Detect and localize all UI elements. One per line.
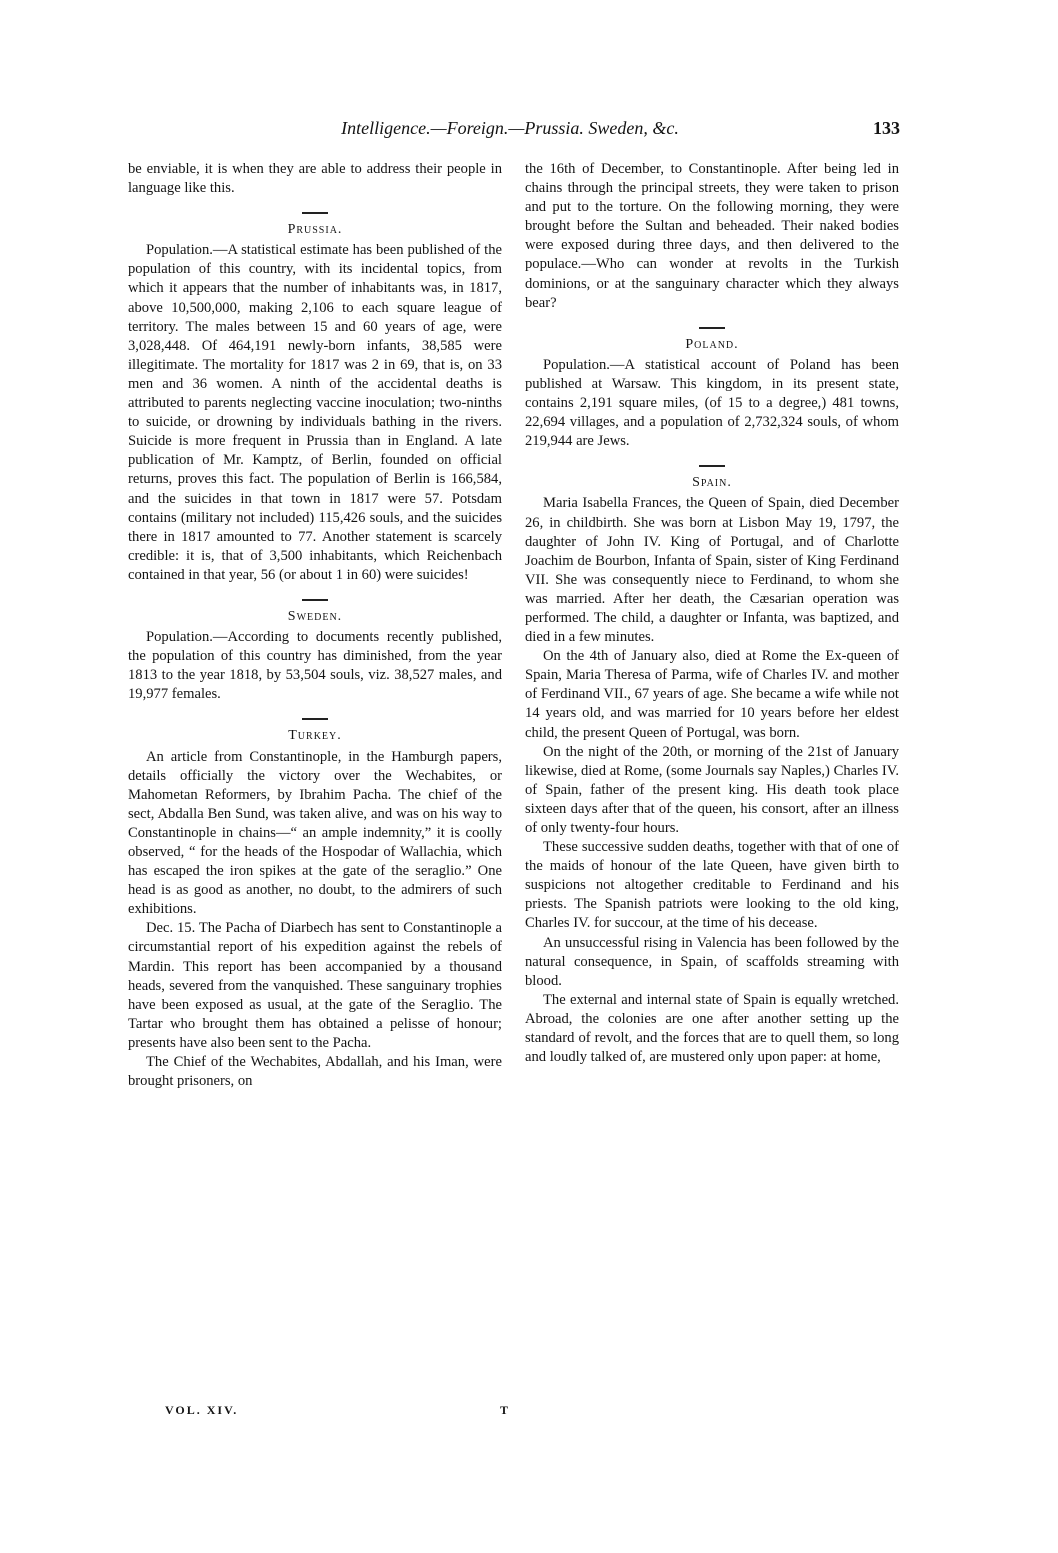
spain-paragraph: Maria Isabella Frances, the Queen of Spain, died December 26, in childbirth. She was born at Lisbon May 19, 1797, the daughter of John IV. King of Portugal, and of Charlotte Joachim de Bourbon, Infanta of Spain, sister of King Ferdinand VII. She was consequently niece to Ferdinand, to whom she was married. After her death, the Cæsarian operation was performed. The child, a daughter or Infanta, was baptized, and died in a few minutes. [525,495,899,646]
turkey-paragraph: The Chief of the Wechabites, Abdallah, and his Iman, were brought prisoners, on [128,1054,502,1090]
right-column [525,160,899,1067]
sweden-paragraph: Population.—According to documents recently published, the population of this country has diminished, from the year 1813 to the year 1818, by 53,504 souls, viz. 38,527 males, and 19,977 females. [128,629,502,703]
left-column [128,160,502,1091]
turkey-paragraph: An article from Constantinople, in the Hamburgh papers, details officially the victory over the Wechabites, or Mahometan Reformers, by Ibrahim Pacha. The chief of the sect, Abdalla Ben Sund, was taken alive, and was on his way to Constantinople in chains—“ an ample indemnity,” it is coolly observed, “ for the heads of the Hospodar of Wallachia, which has escaped the iron spikes at the gate of the seraglio.” One head is as good as another, no doubt, to the admirers of such exhibitions. [128,748,502,918]
section-heading-prussia: Prussia. [287,222,343,238]
spain-paragraph: The external and internal state of Spain is equally wretched. Abroad, the colonies are one after another setting up the standard of revolt, and the forces that are to quell them, so long and loudly talked of, are mustered only upon paper: at home, [525,991,899,1066]
turkey-paragraph: Dec. 15. The Pacha of Diarbech has sent to Constantinople a circumstantial report of his expedition against the rebels of Mardin. This report has been accompanied by a thousand heads, severed from the vanquished. These sanguinary trophies have been exposed as usual, at the gate of the Seraglio. The Tartar who brought them has obtained a pelisse of honour; presents have also been sent to the Pacha. [128,920,502,1051]
page-footer [150,1403,510,1421]
poland-paragraph: Population.—A statistical account of Poland has been published at Warsaw. This kingdom, in its present state, contains 2,191 square miles, (of 15 to a degree,) 481 towns, 22,694 villages, and a population of 2,732,324 souls, of whom 219,944 are Jews. [525,356,899,450]
spain-paragraph: These successive sudden deaths, together with that of one of the maids of honour of the late Queen, have given birth to suspicions not altogether creditable to Ferdinand and his priests. The Spanish patriots were looking to the old king, Charles IV. for succour, at the time of his decease. [525,839,899,932]
section-heading-turkey: Turkey. [288,728,342,744]
running-title: Intelligence.—Foreign.—Prussia. Sweden, &c. [341,118,679,138]
section-divider [302,599,328,601]
running-header [120,118,900,142]
volume-label: VOL. XIV. [165,1403,239,1417]
signature-mark: T [499,1403,510,1417]
prussia-paragraph: Population.—A statistical estimate has been published of the population of this country, with its incidental topics, from which it appears that the number of inhabitants was, in 1817, above 10,500,000, making 2,106 to each square league of territory. The males between 15 and 60 years of age, were 3,028,448. Of 464,191 newly-born infants, 38,585 were illegitimate. The mortality for 1817 was 2 in 69, that is, on 33 men and 36 women. A ninth of the accidental deaths is attributed to parents neglecting vaccine inoculation; two-ninths to suicide, or drowning by individuals bathing in the rivers. Suicide is more frequent in Prussia than in England. A late publication of Mr. Kamptz, of Berlin, founded on official returns, proves this fact. The population of Berlin is 166,584, and the suicides in that town in 1817 were 57. Potsdam contains (military not included) 115,426 souls, and the suicides there in 1817 amounted to 77. Another statement is scarcely credible: it is, that of 3,500 inhabitants, which Reichenbach contained in that year, 56 (or about 1 in 60) were suicides! [128,242,502,583]
section-heading-spain: Spain. [692,475,732,491]
section-divider [302,718,328,720]
spain-paragraph: On the night of the 20th, or morning of the 21st of January likewise, died at Rome, (some Journals say Naples,) Charles IV. of Spain, father of the present king. His death took place sixteen days after that of the queen, his consort, after an illness of only twenty-four hours. [525,743,899,836]
turkey-continued-paragraph: the 16th of December, to Constantinople. After being led in chains through the principal streets, they were taken to prison and put to the torture. On the following morning, they were brought before the Sultan and beheaded. Their naked bodies were exposed during three days, and then delivered to the populace.—Who can wonder at revolts in the Turkish dominions, or at the sanguinary character which they always bear? [525,161,899,311]
section-divider [699,327,725,329]
page-number: 133 [873,118,900,138]
spain-paragraph: An unsuccessful rising in Valencia has been followed by the natural consequence, in Spain, of scaffolds streaming with blood. [525,934,899,989]
section-divider [699,465,725,467]
section-heading-poland: Poland. [685,336,739,352]
intro-paragraph: be enviable, it is when they are able to address their people in language like this. [128,161,502,197]
section-divider [302,212,328,214]
section-heading-sweden: Sweden. [287,608,343,624]
spain-paragraph: On the 4th of January also, died at Rome the Ex-queen of Spain, Maria Theresa of Parma, wife of Charles IV. and mother of Ferdinand VII., 67 years of age. She became a wife while not 14 years old, and was married for 10 years before her eldest child, the present Queen of Portugal, was born. [525,648,899,741]
